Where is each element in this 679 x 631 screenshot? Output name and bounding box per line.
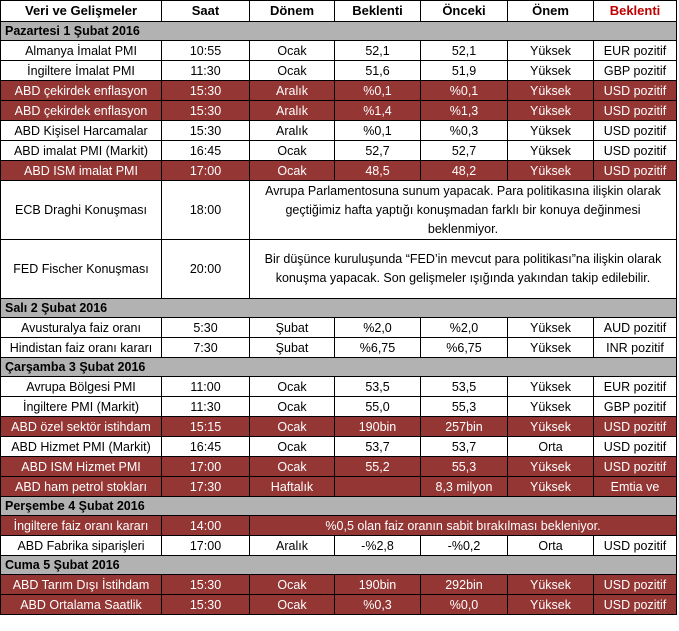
header-cell: Önem [508,1,594,22]
importance-cell: Yüksek [508,121,594,141]
expected-cell: -%2,8 [335,536,421,556]
previous-cell: 48,2 [421,161,508,181]
time-cell: 16:45 [162,141,250,161]
expected-cell [335,477,421,497]
period-cell: Ocak [250,417,335,437]
previous-cell: 292bin [421,575,508,595]
importance-cell: Orta [508,536,594,556]
time-cell: 15:30 [162,121,250,141]
event-note-cell: Avrupa Parlamentosuna sunum yapacak. Para politikasına ilişkin olarak geçtiğimiz hafta yaptığı konuşmadan farklı bir konuya değinmesi beklenmiyor. [250,181,677,240]
table-row [1,81,677,101]
importance-cell: Yüksek [508,457,594,477]
period-cell: Ocak [250,377,335,397]
outlook-cell: GBP pozitif [594,61,677,81]
event-name-cell: ABD Kişisel Harcamalar [1,121,162,141]
period-cell: Aralık [250,81,335,101]
table-row [1,536,677,556]
time-cell: 15:30 [162,81,250,101]
expected-cell: %0,1 [335,81,421,101]
importance-cell: Yüksek [508,575,594,595]
event-name-cell: ABD imalat PMI (Markit) [1,141,162,161]
table-row [1,397,677,417]
previous-cell: 53,7 [421,437,508,457]
time-cell: 15:30 [162,101,250,121]
table-row [1,141,677,161]
importance-cell: Yüksek [508,61,594,81]
outlook-cell: GBP pozitif [594,397,677,417]
period-cell: Ocak [250,437,335,457]
importance-cell: Yüksek [508,477,594,497]
event-name-cell: ABD Tarım Dışı İstihdam [1,575,162,595]
expected-cell: %1,4 [335,101,421,121]
time-cell: 20:00 [162,240,250,299]
outlook-cell: USD pozitif [594,457,677,477]
importance-cell: Yüksek [508,397,594,417]
table-body [1,1,677,615]
section-title: Cuma 5 Şubat 2016 [1,556,677,575]
table-row [1,437,677,457]
section-header-row [1,556,677,575]
time-cell: 11:30 [162,61,250,81]
outlook-cell: AUD pozitif [594,318,677,338]
expected-cell: 53,7 [335,437,421,457]
previous-cell: %0,3 [421,121,508,141]
period-cell: Şubat [250,338,335,358]
expected-cell: 53,5 [335,377,421,397]
importance-cell: Yüksek [508,417,594,437]
table-row [1,61,677,81]
outlook-cell: USD pozitif [594,101,677,121]
time-cell: 17:00 [162,457,250,477]
outlook-cell: USD pozitif [594,161,677,181]
importance-cell: Yüksek [508,318,594,338]
time-cell: 16:45 [162,437,250,457]
header-cell: Önceki [421,1,508,22]
period-cell: Aralık [250,101,335,121]
time-cell: 5:30 [162,318,250,338]
previous-cell: 257bin [421,417,508,437]
event-note-cell: Bir düşünce kuruluşunda “FED’in mevcut para politikası”na ilişkin olarak konuşma yapacak. Son gelişmeler ışığında yakından takip edilebilir. [250,240,677,299]
outlook-cell: EUR pozitif [594,41,677,61]
section-header-row [1,299,677,318]
importance-cell: Yüksek [508,338,594,358]
event-name-cell: ABD çekirdek enflasyon [1,81,162,101]
event-name-cell: İngiltere faiz oranı kararı [1,516,162,536]
event-name-cell: ABD ham petrol stokları [1,477,162,497]
time-cell: 15:15 [162,417,250,437]
event-name-cell: ABD Hizmet PMI (Markit) [1,437,162,457]
time-cell: 14:00 [162,516,250,536]
table-row [1,101,677,121]
expected-cell: %0,3 [335,595,421,615]
importance-cell: Yüksek [508,377,594,397]
outlook-cell: USD pozitif [594,575,677,595]
header-cell: Saat [162,1,250,22]
outlook-cell: EUR pozitif [594,377,677,397]
table-row [1,516,677,536]
table-row [1,377,677,397]
previous-cell: 55,3 [421,397,508,417]
table-row [1,595,677,615]
period-cell: Ocak [250,457,335,477]
expected-cell: 52,7 [335,141,421,161]
header-row [1,1,677,22]
period-cell: Ocak [250,141,335,161]
section-title: Perşembe 4 Şubat 2016 [1,497,677,516]
expected-cell: %0,1 [335,121,421,141]
time-cell: 7:30 [162,338,250,358]
outlook-cell: Emtia ve [594,477,677,497]
period-cell: Aralık [250,536,335,556]
section-header-row [1,358,677,377]
table-row [1,417,677,437]
importance-cell: Yüksek [508,595,594,615]
time-cell: 11:00 [162,377,250,397]
section-header-row [1,22,677,41]
previous-cell: 8,3 milyon [421,477,508,497]
event-name-cell: ABD ISM Hizmet PMI [1,457,162,477]
header-cell-outlook: Beklenti [594,1,677,22]
event-name-cell: ABD Fabrika siparişleri [1,536,162,556]
period-cell: Ocak [250,61,335,81]
event-name-cell: ABD ISM imalat PMI [1,161,162,181]
event-name-cell: Avrupa Bölgesi PMI [1,377,162,397]
period-cell: Ocak [250,575,335,595]
outlook-cell: USD pozitif [594,141,677,161]
expected-cell: 190bin [335,417,421,437]
previous-cell: 51,9 [421,61,508,81]
time-cell: 17:00 [162,161,250,181]
event-name-cell: ABD özel sektör istihdam [1,417,162,437]
previous-cell: %1,3 [421,101,508,121]
table-row [1,161,677,181]
previous-cell: %0,0 [421,595,508,615]
previous-cell: -%0,2 [421,536,508,556]
previous-cell: 52,7 [421,141,508,161]
expected-cell: %2,0 [335,318,421,338]
event-name-cell: ABD Ortalama Saatlik [1,595,162,615]
importance-cell: Yüksek [508,81,594,101]
expected-cell: 190bin [335,575,421,595]
period-cell: Ocak [250,595,335,615]
section-header-row [1,497,677,516]
time-cell: 15:30 [162,575,250,595]
event-note-cell: %0,5 olan faiz oranın sabit bırakılması bekleniyor. [250,516,677,536]
expected-cell: 55,0 [335,397,421,417]
period-cell: Ocak [250,161,335,181]
event-name-cell: İngiltere PMI (Markit) [1,397,162,417]
section-title: Pazartesi 1 Şubat 2016 [1,22,677,41]
period-cell: Ocak [250,41,335,61]
previous-cell: 55,3 [421,457,508,477]
table-row [1,121,677,141]
expected-cell: 52,1 [335,41,421,61]
expected-cell: 48,5 [335,161,421,181]
time-cell: 11:30 [162,397,250,417]
event-name-cell: Avusturalya faiz oranı [1,318,162,338]
event-name-cell: Hindistan faiz oranı kararı [1,338,162,358]
previous-cell: %0,1 [421,81,508,101]
importance-cell: Yüksek [508,141,594,161]
importance-cell: Orta [508,437,594,457]
outlook-cell: USD pozitif [594,81,677,101]
previous-cell: %2,0 [421,318,508,338]
table-row [1,338,677,358]
header-cell: Beklenti [335,1,421,22]
event-name-cell: ECB Draghi Konuşması [1,181,162,240]
expected-cell: 51,6 [335,61,421,81]
table-row [1,41,677,61]
period-cell: Aralık [250,121,335,141]
event-name-cell: ABD çekirdek enflasyon [1,101,162,121]
previous-cell: 53,5 [421,377,508,397]
period-cell: Ocak [250,397,335,417]
outlook-cell: USD pozitif [594,121,677,141]
period-cell: Şubat [250,318,335,338]
outlook-cell: USD pozitif [594,536,677,556]
previous-cell: %6,75 [421,338,508,358]
event-name-cell: FED Fischer Konuşması [1,240,162,299]
importance-cell: Yüksek [508,101,594,121]
table-row [1,181,677,240]
period-cell: Haftalık [250,477,335,497]
table-row [1,240,677,299]
importance-cell: Yüksek [508,161,594,181]
event-name-cell: Almanya İmalat PMI [1,41,162,61]
header-cell: Veri ve Gelişmeler [1,1,162,22]
time-cell: 10:55 [162,41,250,61]
outlook-cell: INR pozitif [594,338,677,358]
table-row [1,457,677,477]
outlook-cell: USD pozitif [594,417,677,437]
event-name-cell: İngiltere İmalat PMI [1,61,162,81]
section-title: Salı 2 Şubat 2016 [1,299,677,318]
expected-cell: 55,2 [335,457,421,477]
table-row [1,477,677,497]
time-cell: 17:30 [162,477,250,497]
previous-cell: 52,1 [421,41,508,61]
section-title: Çarşamba 3 Şubat 2016 [1,358,677,377]
outlook-cell: USD pozitif [594,437,677,457]
header-cell: Dönem [250,1,335,22]
time-cell: 18:00 [162,181,250,240]
time-cell: 17:00 [162,536,250,556]
time-cell: 15:30 [162,595,250,615]
importance-cell: Yüksek [508,41,594,61]
table-row [1,575,677,595]
table-row [1,318,677,338]
outlook-cell: USD pozitif [594,595,677,615]
expected-cell: %6,75 [335,338,421,358]
